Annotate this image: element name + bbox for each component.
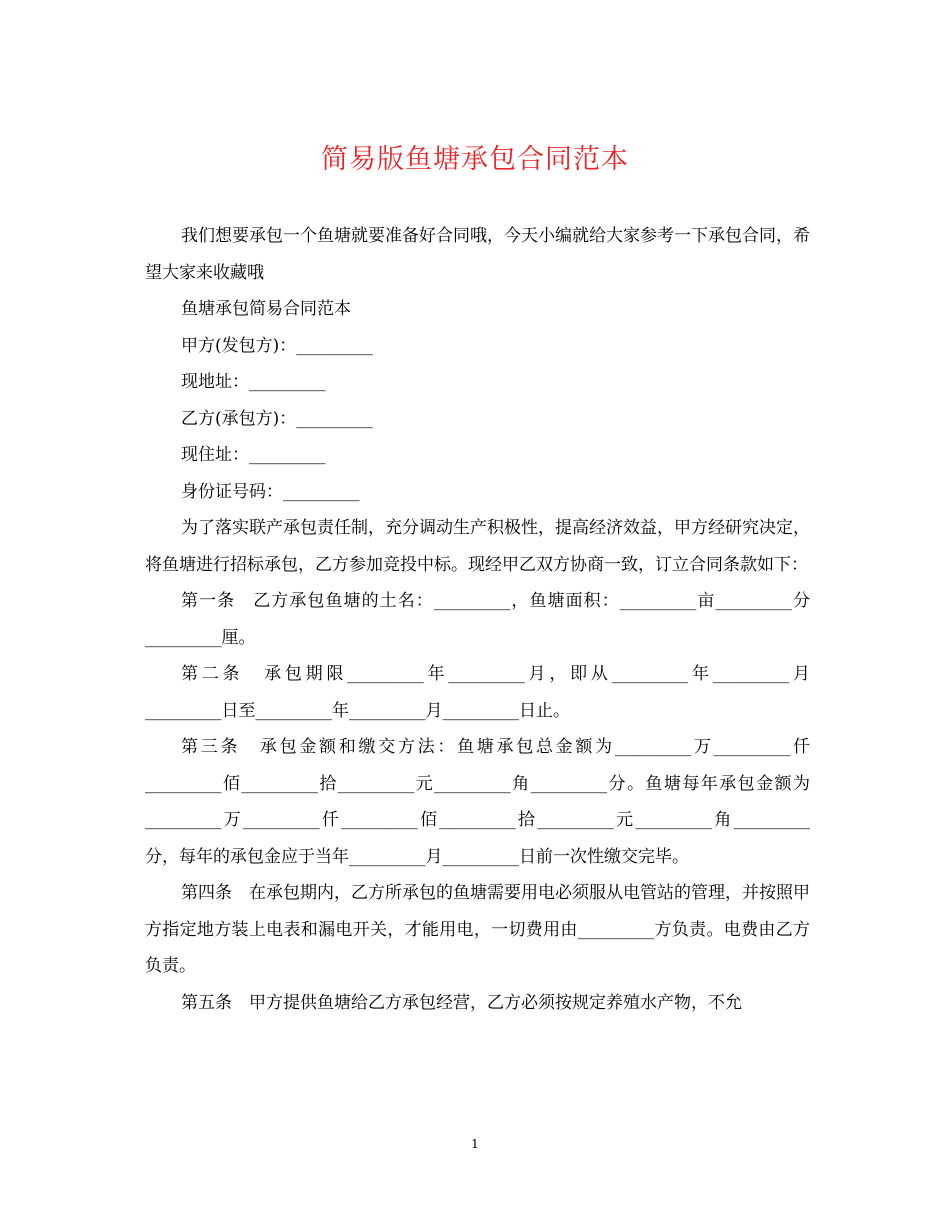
document-body (145, 218, 810, 1021)
paragraph-party-a-address: 现地址：_________ (181, 372, 326, 392)
paragraph-party-b: 乙方(承包方)：_________ (181, 408, 373, 429)
paragraph-party-a: 甲方(发包方)：_________ (181, 335, 373, 356)
paragraph-article-4: 第四条 在承包期内，乙方所承包的鱼塘需要用电必须服从电管站的管理，并按照甲方指定地方装上电表和漏电开关，才能用电，一切费用由_________方负责。电费由乙方负责。 (145, 883, 810, 976)
paragraph-preamble: 为了落实联产承包责任制，充分调动生产积极性，提高经济效益，甲方经研究决定，将鱼塘进行招标承包，乙方参加竞投中标。现经甲乙双方协商一致，订立合同条款如下： (145, 518, 810, 575)
paragraph-article-3: 第三条 承包金额和缴交方法：鱼塘承包总金额为_________万_________仟_________佰_________拾_________元_________角_________分。鱼塘每年承包金额为_________万_________仟_________佰_________拾_________元_________角_________分，每年的承包金应于当年_________月_________日前一次性缴交完毕。 (145, 737, 810, 867)
paragraph-article-5: 第五条 甲方提供鱼塘给乙方承包经营，乙方必须按规定养殖水产物，不允 (181, 992, 742, 1013)
paragraph-article-1: 第一条 乙方承包鱼塘的土名：_________，鱼塘面积：_________亩_________分_________厘。 (145, 591, 810, 648)
paragraph-subtitle: 鱼塘承包简易合同范本 (181, 299, 351, 319)
page-number: 1 (471, 1137, 479, 1151)
paragraph-party-b-address: 现住址：_________ (181, 445, 326, 465)
paragraph-article-2: 第二条 承包期限_________年_________月，即从_________年_________月_________日至_________年_________月_________日止。 (145, 664, 810, 721)
document-title: 简易版鱼塘承包合同范本 (321, 144, 629, 175)
paragraph-id-number: 身份证号码：_________ (181, 481, 360, 502)
paragraph-intro: 我们想要承包一个鱼塘就要准备好合同哦，今天小编就给大家参考一下承包合同，希望大家来收藏哦 (145, 226, 810, 283)
